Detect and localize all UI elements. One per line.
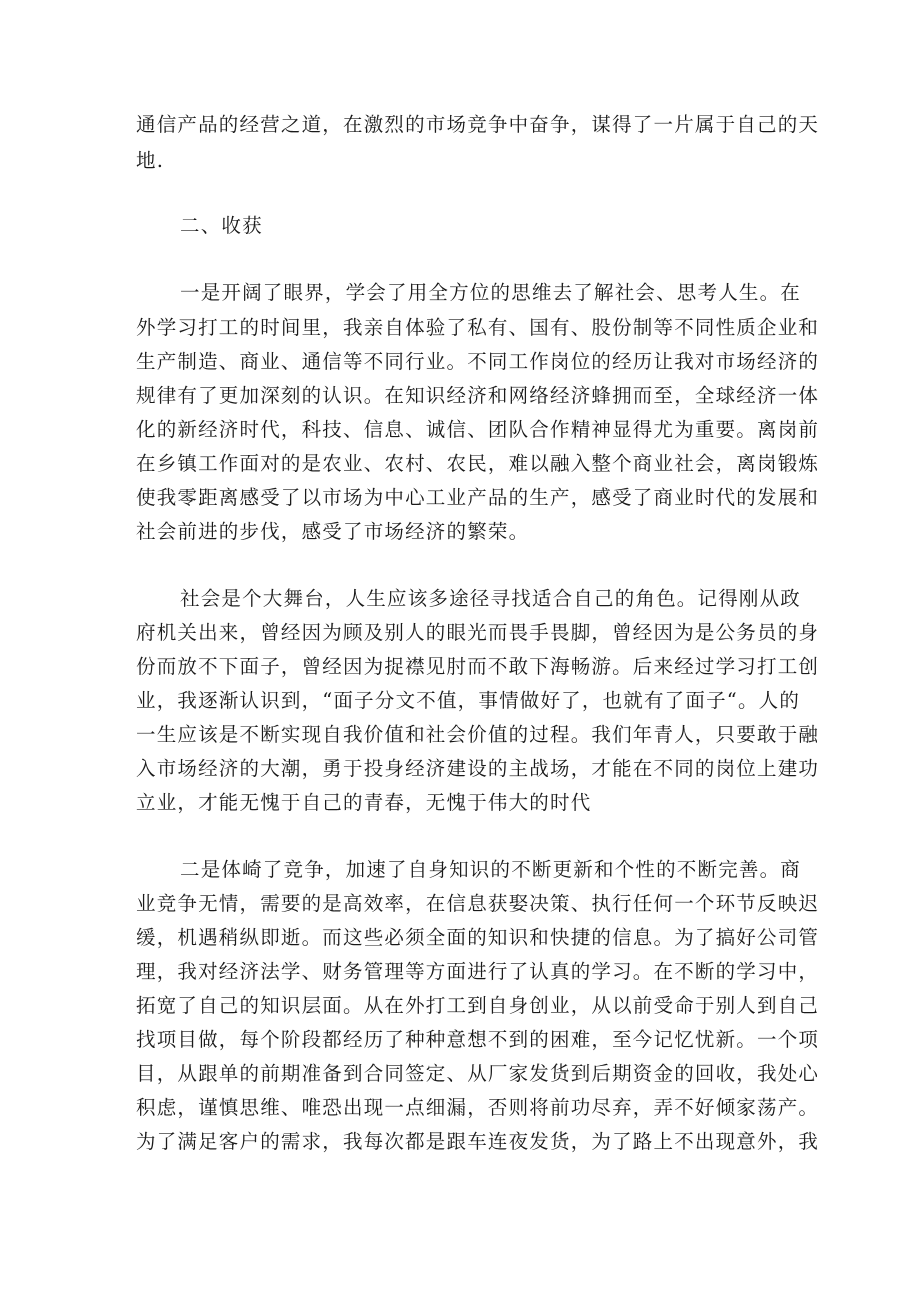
- paragraph-line: 生产制造、商业、通信等不同行业。不同工作岗位的经历让我对市场经济的: [136, 350, 820, 373]
- paragraph-line: 理，我对经济法学、财务管理等方面进行了认真的学习。在不断的学习中，: [136, 960, 820, 983]
- paragraph-line: 积虑，谨慎思维、唯恐出现一点细漏，否则将前功尽弃，弄不好倾家荡产。: [136, 1096, 820, 1119]
- paragraph-line: 找项目做，每个阶段都经历了种种意想不到的困难，至今记忆忧新。一个项: [136, 1028, 820, 1051]
- paragraph-line: 立业，才能无愧于自己的青春，无愧于伟大的时代: [136, 791, 592, 814]
- paragraph-line: 业，我逐渐认识到，“面子分文不值，事情做好了，也就有了面子“。人的: [136, 689, 801, 712]
- intro-line: 通信产品的经营之道，在激烈的市场竞争中奋争，谋得了一片属于自己的天: [136, 113, 820, 136]
- intro-line: 地.: [136, 149, 165, 172]
- paragraph-line: 在乡镇工作面对的是农业、农村、农民，难以融入整个商业社会，离岗锻炼: [136, 452, 820, 475]
- paragraph-line: 一生应该是不断实现自我价值和社会价值的过程。我们年青人，只要敢于融: [136, 723, 820, 746]
- paragraph-line: 份而放不下面子，曾经因为捉襟见肘而不敢下海畅游。后来经过学习打工创: [136, 655, 820, 678]
- paragraph-line: 社会是个大舞台，人生应该多途径寻找适合自己的角色。记得刚从政: [180, 587, 802, 610]
- paragraph-line: 目，从跟单的前期准备到合同签定、从厂家发货到后期资金的回收，我处心: [136, 1062, 820, 1085]
- paragraph-line: 社会前进的步伐，感受了市场经济的繁荣。: [136, 520, 530, 543]
- paragraph-line: 化的新经济时代，科技、信息、诚信、团队合作精神显得尤为重要。离岗前: [136, 418, 820, 441]
- paragraph-line: 规律有了更加深刻的认识。在知识经济和网络经济蜂拥而至，全球经济一体: [136, 384, 820, 407]
- paragraph-line: 缓，机遇稍纵即逝。而这些必须全面的知识和快捷的信息。为了搞好公司管: [136, 926, 820, 949]
- paragraph-line: 府机关出来，曾经因为顾及别人的眼光而畏手畏脚，曾经因为是公务员的身: [136, 621, 820, 644]
- paragraph-line: 外学习打工的时间里，我亲自体验了私有、国有、股份制等不同性质企业和: [136, 316, 820, 339]
- paragraph-line: 使我零距离感受了以市场为中心工业产品的生产，感受了商业时代的发展和: [136, 486, 820, 509]
- paragraph-line: 入市场经济的大潮，勇于投身经济建设的主战场，才能在不同的岗位上建功: [136, 757, 820, 780]
- section-heading: 二、收获: [180, 214, 263, 237]
- paragraph-line: 拓宽了自己的知识层面。从在外打工到自身创业，从以前受命于别人到自己: [136, 994, 820, 1017]
- paragraph-line: 为了满足客户的需求，我每次都是跟车连夜发货，为了路上不出现意外，我: [136, 1130, 820, 1153]
- paragraph-line: 一是开阔了眼界，学会了用全方位的思维去了解社会、思考人生。在: [180, 281, 802, 304]
- paragraph-line: 二是体崎了竞争，加速了自身知识的不断更新和个性的不断完善。商: [180, 858, 802, 881]
- paragraph-line: 业竞争无情，需要的是高效率，在信息获娶决策、执行任何一个环节反映迟: [136, 892, 820, 915]
